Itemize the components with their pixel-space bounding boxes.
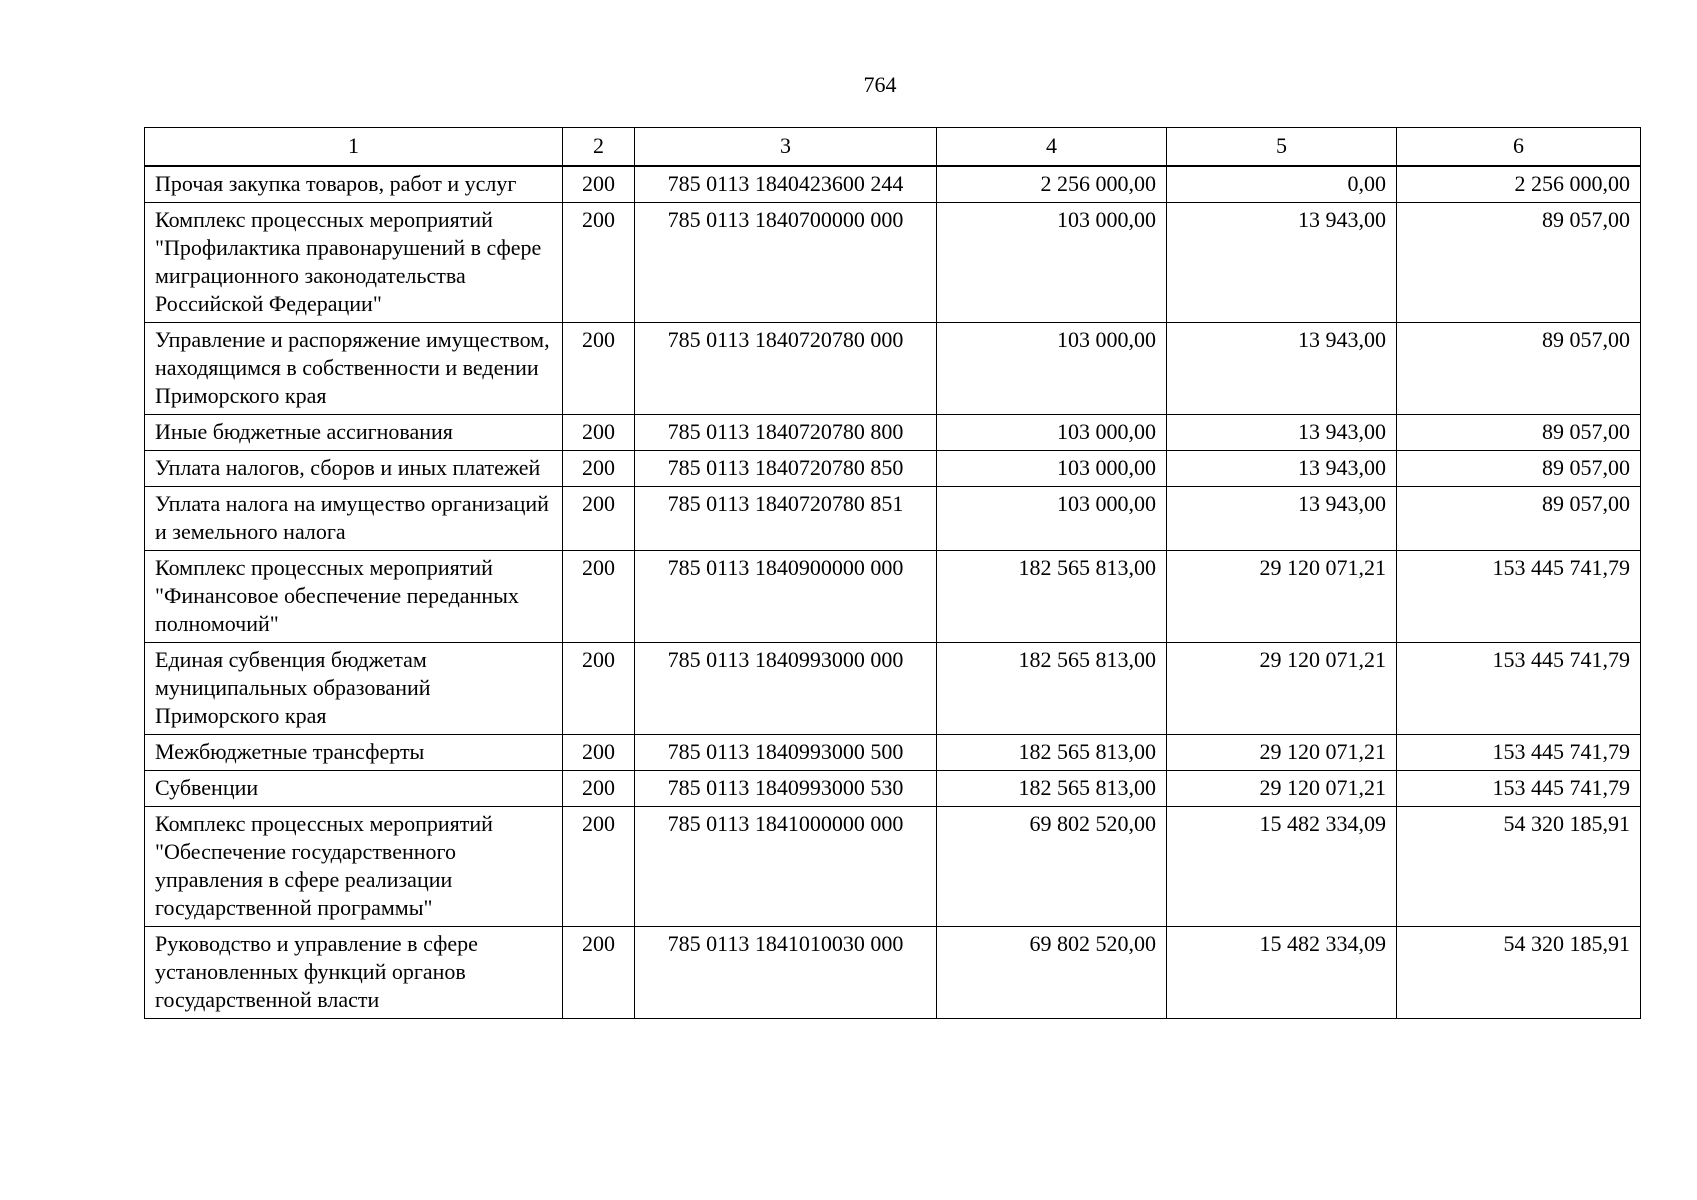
row-admin-code-cell: 200	[563, 203, 635, 323]
row-admin-code-cell: 200	[563, 771, 635, 807]
row-admin-code-cell: 200	[563, 415, 635, 451]
row-name-cell: Уплата налогов, сборов и иных платежей	[145, 451, 563, 487]
row-admin-code-cell: 200	[563, 487, 635, 551]
row-value-col6-cell: 89 057,00	[1397, 451, 1641, 487]
row-classification-code-cell: 785 0113 1840993000 530	[635, 771, 937, 807]
row-value-col4-cell: 182 565 813,00	[937, 551, 1167, 643]
row-classification-code-cell: 785 0113 1841000000 000	[635, 807, 937, 927]
row-classification-code-cell: 785 0113 1840423600 244	[635, 166, 937, 203]
row-classification-code-cell: 785 0113 1840993000 500	[635, 735, 937, 771]
row-classification-code-cell: 785 0113 1840700000 000	[635, 203, 937, 323]
row-classification-code-cell: 785 0113 1840720780 000	[635, 323, 937, 415]
row-classification-code-cell: 785 0113 1840900000 000	[635, 551, 937, 643]
row-value-col4-cell: 103 000,00	[937, 415, 1167, 451]
row-classification-code-cell: 785 0113 1840993000 000	[635, 643, 937, 735]
row-value-col5-cell: 13 943,00	[1167, 451, 1397, 487]
table-row	[145, 415, 1641, 451]
column-header-3: 3	[635, 128, 937, 167]
row-name-cell: Субвенции	[145, 771, 563, 807]
row-value-col6-cell: 89 057,00	[1397, 323, 1641, 415]
table-row	[145, 487, 1641, 551]
row-value-col5-cell: 0,00	[1167, 166, 1397, 203]
row-classification-code-cell: 785 0113 1841010030 000	[635, 927, 937, 1019]
row-classification-code-cell: 785 0113 1840720780 850	[635, 451, 937, 487]
row-name-cell: Комплекс процессных мероприятий "Финансовое обеспечение переданных полномочий"	[145, 551, 563, 643]
row-value-col5-cell: 13 943,00	[1167, 487, 1397, 551]
row-classification-code-cell: 785 0113 1840720780 800	[635, 415, 937, 451]
column-header-6: 6	[1397, 128, 1641, 167]
row-name-cell: Прочая закупка товаров, работ и услуг	[145, 166, 563, 203]
row-value-col6-cell: 89 057,00	[1397, 203, 1641, 323]
table-row	[145, 735, 1641, 771]
row-value-col5-cell: 29 120 071,21	[1167, 771, 1397, 807]
row-admin-code-cell: 200	[563, 807, 635, 927]
row-value-col4-cell: 69 802 520,00	[937, 807, 1167, 927]
table-row	[145, 771, 1641, 807]
row-value-col4-cell: 103 000,00	[937, 203, 1167, 323]
table-row	[145, 807, 1641, 927]
row-value-col6-cell: 54 320 185,91	[1397, 927, 1641, 1019]
table-row	[145, 551, 1641, 643]
table-row	[145, 451, 1641, 487]
row-admin-code-cell: 200	[563, 735, 635, 771]
row-admin-code-cell: 200	[563, 451, 635, 487]
row-value-col5-cell: 29 120 071,21	[1167, 643, 1397, 735]
row-value-col5-cell: 29 120 071,21	[1167, 735, 1397, 771]
row-name-cell: Руководство и управление в сфере установленных функций органов государственной власти	[145, 927, 563, 1019]
table-body	[145, 166, 1641, 1019]
row-name-cell: Иные бюджетные ассигнования	[145, 415, 563, 451]
row-value-col6-cell: 153 445 741,79	[1397, 551, 1641, 643]
row-value-col6-cell: 2 256 000,00	[1397, 166, 1641, 203]
header-row	[145, 128, 1641, 167]
table-row	[145, 323, 1641, 415]
row-name-cell: Управление и распоряжение имуществом, находящимся в собственности и ведении Приморского края	[145, 323, 563, 415]
row-name-cell: Межбюджетные трансферты	[145, 735, 563, 771]
budget-table	[144, 127, 1641, 1019]
row-value-col4-cell: 103 000,00	[937, 323, 1167, 415]
row-value-col4-cell: 69 802 520,00	[937, 927, 1167, 1019]
row-value-col6-cell: 54 320 185,91	[1397, 807, 1641, 927]
row-admin-code-cell: 200	[563, 551, 635, 643]
table-row	[145, 203, 1641, 323]
row-value-col5-cell: 13 943,00	[1167, 203, 1397, 323]
row-admin-code-cell: 200	[563, 323, 635, 415]
row-value-col5-cell: 15 482 334,09	[1167, 927, 1397, 1019]
row-name-cell: Комплекс процессных мероприятий "Профилактика правонарушений в сфере миграционного законодательства Российской Федерации"	[145, 203, 563, 323]
page-number: 764	[863, 72, 897, 97]
table-row	[145, 927, 1641, 1019]
row-value-col4-cell: 103 000,00	[937, 487, 1167, 551]
row-name-cell: Единая субвенция бюджетам муниципальных образований Приморского края	[145, 643, 563, 735]
row-value-col5-cell: 13 943,00	[1167, 323, 1397, 415]
row-value-col5-cell: 15 482 334,09	[1167, 807, 1397, 927]
row-value-col5-cell: 29 120 071,21	[1167, 551, 1397, 643]
column-header-5: 5	[1167, 128, 1397, 167]
row-value-col6-cell: 89 057,00	[1397, 415, 1641, 451]
table-row	[145, 166, 1641, 203]
row-value-col6-cell: 153 445 741,79	[1397, 771, 1641, 807]
row-value-col4-cell: 182 565 813,00	[937, 735, 1167, 771]
row-value-col6-cell: 89 057,00	[1397, 487, 1641, 551]
row-admin-code-cell: 200	[563, 166, 635, 203]
row-value-col4-cell: 2 256 000,00	[937, 166, 1167, 203]
row-value-col4-cell: 182 565 813,00	[937, 771, 1167, 807]
table-header	[145, 128, 1641, 167]
column-header-4: 4	[937, 128, 1167, 167]
row-value-col6-cell: 153 445 741,79	[1397, 643, 1641, 735]
row-name-cell: Комплекс процессных мероприятий "Обеспечение государственного управления в сфере реализации государственной программы"	[145, 807, 563, 927]
row-value-col4-cell: 182 565 813,00	[937, 643, 1167, 735]
column-header-1: 1	[145, 128, 563, 167]
row-value-col5-cell: 13 943,00	[1167, 415, 1397, 451]
row-value-col6-cell: 153 445 741,79	[1397, 735, 1641, 771]
column-header-2: 2	[563, 128, 635, 167]
row-value-col4-cell: 103 000,00	[937, 451, 1167, 487]
row-admin-code-cell: 200	[563, 643, 635, 735]
table-row	[145, 643, 1641, 735]
row-admin-code-cell: 200	[563, 927, 635, 1019]
row-name-cell: Уплата налога на имущество организаций и земельного налога	[145, 487, 563, 551]
row-classification-code-cell: 785 0113 1840720780 851	[635, 487, 937, 551]
